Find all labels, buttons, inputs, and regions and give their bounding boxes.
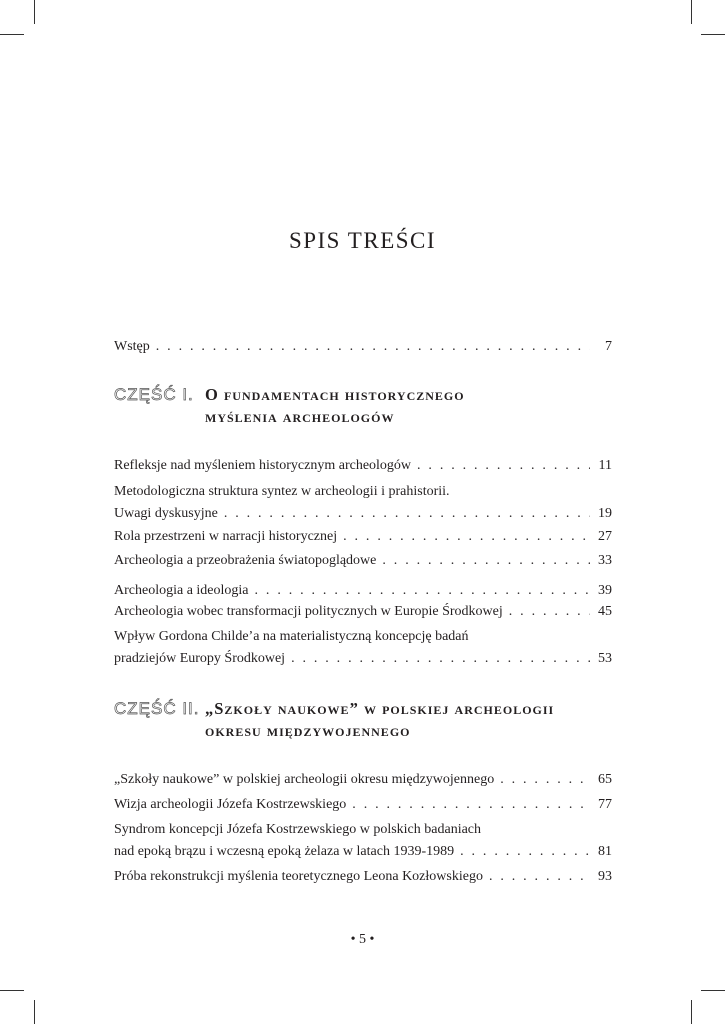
entry-title-line1: Syndrom koncepcji Józefa Kostrzewskiego w polskich badaniach (114, 822, 482, 837)
crop-mark (0, 990, 24, 991)
part-label: CZĘŚĆ II. (114, 699, 200, 718)
toc-entry[interactable] (114, 866, 612, 888)
entry-page: 77 (598, 797, 612, 812)
entry-title: Refleksje nad myśleniem historycznym archeologów (114, 458, 412, 473)
entry-title-line1: Metodologiczna struktura syntez w archeologii i prahistorii. (114, 484, 450, 499)
entry-page: 39 (598, 583, 612, 598)
entry-page: 45 (598, 604, 612, 619)
dot-leader (156, 336, 590, 358)
entry-title: Archeologia wobec transformacji politycznych w Europie Środkowej (114, 604, 503, 619)
crop-mark (691, 1000, 692, 1024)
entry-page: 27 (598, 529, 612, 544)
entry-page: 19 (598, 506, 612, 521)
toc-entry[interactable] (114, 550, 612, 572)
crop-mark (34, 0, 35, 24)
crop-mark (701, 34, 725, 35)
part-heading-2 (114, 698, 605, 742)
part-label: CZĘŚĆ I. (114, 385, 194, 404)
toc-entry[interactable] (114, 626, 612, 670)
dot-leader (291, 648, 590, 670)
dot-leader (352, 794, 590, 816)
toc-intro (114, 336, 612, 358)
entry-page: 7 (605, 339, 612, 354)
dot-leader (489, 866, 590, 888)
crop-mark (701, 990, 725, 991)
crop-mark (34, 1000, 35, 1024)
toc-entry[interactable] (114, 526, 612, 548)
dot-leader (224, 503, 590, 525)
part-title-line: myślenia archeologów (205, 407, 395, 426)
entry-title: pradziejów Europy Środkowej (114, 651, 286, 666)
entry-page: 93 (598, 869, 612, 884)
toc-entry[interactable] (114, 580, 612, 602)
entry-page: 81 (598, 844, 612, 859)
dot-leader (255, 580, 590, 602)
toc-entry[interactable] (114, 336, 612, 358)
toc-entry[interactable] (114, 481, 612, 525)
crop-mark (691, 0, 692, 24)
dot-leader (500, 769, 590, 791)
dot-leader (343, 526, 590, 548)
part-title (205, 698, 605, 742)
entry-title: Wstęp (114, 339, 150, 354)
entry-page: 65 (598, 772, 612, 787)
toc-entry[interactable] (114, 769, 612, 791)
entry-title: Próba rekonstrukcji myślenia teoretycznego Leona Kozłowskiego (114, 869, 483, 884)
entry-title: nad epoką brązu i wczesną epoką żelaza w latach 1939-1989 (114, 844, 455, 859)
part-title-line: okresu międzywojennego (205, 721, 411, 740)
dot-leader (417, 455, 590, 477)
entry-title: Uwagi dyskusyjne (114, 506, 218, 521)
toc-entry[interactable] (114, 601, 612, 623)
entry-title: Archeologia a ideologia (114, 583, 249, 598)
part-title (205, 384, 605, 428)
entry-title: Wizja archeologii Józefa Kostrzewskiego (114, 797, 347, 812)
part-title-line: O fundamentach historycznego (205, 385, 465, 404)
entry-page: 11 (598, 458, 612, 473)
dot-leader (509, 601, 590, 623)
part-heading-1 (114, 384, 605, 428)
toc-entry[interactable] (114, 455, 612, 477)
entry-page: 33 (598, 553, 612, 568)
entry-title: Rola przestrzeni w narracji historycznej (114, 529, 338, 544)
part-title-line: „Szkoły naukowe” w polskiej archeologii (205, 699, 555, 718)
entry-page: 53 (598, 651, 612, 666)
dot-leader (460, 841, 590, 863)
crop-mark (0, 34, 24, 35)
toc-entry[interactable] (114, 794, 612, 816)
entry-title: „Szkoły naukowe” w polskiej archeologii okresu międzywojennego (114, 772, 495, 787)
dot-leader (382, 550, 590, 572)
entry-title-line1: Wpływ Gordona Childe’a na materialistyczną koncepcję badań (114, 629, 469, 644)
entry-title: Archeologia a przeobrażenia światopoglądowe (114, 553, 377, 568)
page-number: • 5 • (350, 932, 375, 947)
page-title: SPIS TREŚCI (288, 228, 437, 253)
toc-entry[interactable] (114, 819, 612, 863)
